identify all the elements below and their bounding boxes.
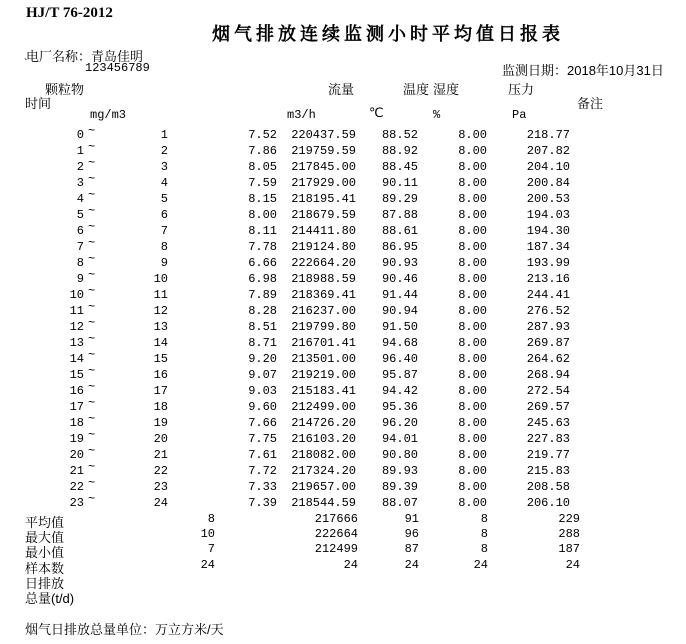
flow-cell: 219124.80	[291, 240, 356, 254]
hour-end-cell: 15	[153, 352, 168, 366]
hour-end-cell: 23	[153, 480, 168, 494]
pm-cell: 7.86	[248, 144, 277, 158]
humidity-summary-cell: 8	[480, 512, 488, 526]
pressure-summary-cell: 187	[558, 542, 580, 556]
tilde-separator: ~	[88, 252, 96, 266]
hour-end-cell: 21	[153, 448, 168, 462]
tilde-separator: ~	[88, 444, 96, 458]
temp-cell: 89.39	[381, 480, 418, 494]
tilde-separator: ~	[88, 396, 96, 410]
pressure-cell: 213.16	[526, 272, 570, 286]
summary-row	[0, 527, 686, 543]
humidity-cell: 8.00	[458, 368, 487, 382]
hour-end-cell: 3	[160, 160, 168, 174]
tilde-separator: ~	[88, 220, 96, 234]
temp-cell: 87.88	[381, 208, 418, 222]
hour-end-cell: 18	[153, 400, 168, 414]
table-row	[0, 316, 686, 336]
hour-start-cell: 10	[69, 288, 84, 302]
hour-start-cell: 14	[69, 352, 84, 366]
column-header-flow: 流量	[328, 82, 355, 97]
tilde-separator: ~	[88, 204, 96, 218]
humidity-cell: 8.00	[458, 336, 487, 350]
flow-cell: 219799.80	[291, 320, 356, 334]
table-row	[0, 124, 686, 144]
flow-cell: 212499.00	[291, 400, 356, 414]
unit-pm: mg/m3	[90, 108, 127, 122]
table-row	[0, 220, 686, 240]
pm-cell: 7.75	[248, 432, 277, 446]
humidity-cell: 8.00	[458, 176, 487, 190]
pm-cell: 8.51	[248, 320, 277, 334]
table-row	[0, 284, 686, 304]
hour-start-cell: 2	[76, 160, 84, 174]
pressure-cell: 206.10	[526, 496, 570, 510]
pressure-cell: 219.77	[526, 448, 570, 462]
hour-start-cell: 18	[69, 416, 84, 430]
tilde-separator: ~	[88, 284, 96, 298]
pressure-summary-cell: 229	[558, 512, 580, 526]
summary-row-label: 最小值	[25, 545, 65, 560]
pm-cell: 7.89	[248, 288, 277, 302]
page-title: 烟气排放连续监测小时平均值日报表	[212, 24, 564, 44]
tilde-separator: ~	[88, 300, 96, 314]
hour-start-cell: 20	[69, 448, 84, 462]
flow-cell: 217845.00	[291, 160, 356, 174]
humidity-cell: 8.00	[458, 416, 487, 430]
hour-start-cell: 16	[69, 384, 84, 398]
pm-cell: 7.39	[248, 496, 277, 510]
temp-cell: 88.52	[381, 128, 418, 142]
flow-cell: 215183.41	[291, 384, 356, 398]
temp-summary-cell: 24	[404, 558, 419, 572]
hour-end-cell: 7	[160, 224, 168, 238]
hour-end-cell: 19	[153, 416, 168, 430]
pressure-cell: 200.84	[526, 176, 570, 190]
table-row	[0, 188, 686, 208]
temp-summary-cell: 87	[404, 542, 419, 556]
pm-cell: 7.59	[248, 176, 277, 190]
pressure-summary-cell: 288	[558, 527, 580, 541]
hour-start-cell: 21	[69, 464, 84, 478]
hour-start-cell: 6	[76, 224, 84, 238]
table-row	[0, 380, 686, 400]
pressure-cell: 269.57	[526, 400, 570, 414]
temp-cell: 94.68	[381, 336, 418, 350]
humidity-cell: 8.00	[458, 288, 487, 302]
table-row	[0, 476, 686, 496]
hour-start-cell: 5	[76, 208, 84, 222]
flow-cell: 214726.20	[291, 416, 356, 430]
pressure-cell: 187.34	[526, 240, 570, 254]
pressure-cell: 218.77	[526, 128, 570, 142]
humidity-cell: 8.00	[458, 272, 487, 286]
pm-cell: 9.20	[248, 352, 277, 366]
tilde-separator: ~	[88, 140, 96, 154]
flow-cell: 218369.41	[291, 288, 356, 302]
humidity-cell: 8.00	[458, 432, 487, 446]
pressure-summary-cell: 24	[565, 558, 580, 572]
column-header-pm: 颗粒物	[45, 82, 85, 97]
humidity-cell: 8.00	[458, 448, 487, 462]
pressure-cell: 215.83	[526, 464, 570, 478]
hour-start-cell: 3	[76, 176, 84, 190]
hour-start-cell: 12	[69, 320, 84, 334]
hour-end-cell: 11	[153, 288, 168, 302]
flow-cell: 216237.00	[291, 304, 356, 318]
summary-row-label: 样本数	[25, 561, 65, 576]
pressure-cell: 276.52	[526, 304, 570, 318]
flow-cell: 220437.59	[291, 128, 356, 142]
tilde-separator: ~	[88, 236, 96, 250]
pm-cell: 8.05	[248, 160, 277, 174]
pm-cell: 7.72	[248, 464, 277, 478]
table-row	[0, 172, 686, 192]
unit-flow: m3/h	[287, 108, 316, 122]
humidity-cell: 8.00	[458, 128, 487, 142]
flow-summary-cell: 24	[343, 558, 358, 572]
pm-cell: 9.60	[248, 400, 277, 414]
table-row	[0, 252, 686, 272]
flow-cell: 219759.59	[291, 144, 356, 158]
summary-row	[0, 558, 686, 574]
table-row	[0, 364, 686, 384]
hour-end-cell: 6	[160, 208, 168, 222]
hour-end-cell: 16	[153, 368, 168, 382]
temp-summary-cell: 91	[404, 512, 419, 526]
flow-cell: 218082.00	[291, 448, 356, 462]
pm-cell: 8.28	[248, 304, 277, 318]
unit-humidity: %	[433, 108, 441, 122]
monitor-date-line	[502, 60, 664, 79]
table-row	[0, 412, 686, 432]
pressure-cell: 207.82	[526, 144, 570, 158]
hour-start-cell: 15	[69, 368, 84, 382]
hour-end-cell: 4	[160, 176, 168, 190]
pressure-cell: 208.58	[526, 480, 570, 494]
table-row	[0, 444, 686, 464]
column-header-time: 时间	[25, 96, 52, 111]
pm-summary-cell: 7	[207, 542, 215, 556]
plant-name-value: 青岛佳明	[91, 49, 144, 64]
table-row	[0, 204, 686, 224]
pm-cell: 8.15	[248, 192, 277, 206]
humidity-cell: 8.00	[458, 384, 487, 398]
hour-end-cell: 12	[153, 304, 168, 318]
hour-end-cell: 5	[160, 192, 168, 206]
hour-end-cell: 17	[153, 384, 168, 398]
table-row	[0, 140, 686, 160]
pm-cell: 6.98	[248, 272, 277, 286]
temp-cell: 96.20	[381, 416, 418, 430]
table-row	[0, 460, 686, 480]
humidity-cell: 8.00	[458, 464, 487, 478]
pm-summary-cell: 10	[200, 527, 215, 541]
temp-cell: 90.46	[381, 272, 418, 286]
flow-cell: 219657.00	[291, 480, 356, 494]
daily-emission-label-line1: 日排放	[25, 576, 65, 591]
humidity-summary-cell: 8	[480, 527, 488, 541]
tilde-separator: ~	[88, 428, 96, 442]
humidity-cell: 8.00	[458, 352, 487, 366]
pressure-cell: 268.94	[526, 368, 570, 382]
tilde-separator: ~	[88, 188, 96, 202]
table-row	[0, 332, 686, 352]
humidity-cell: 8.00	[458, 496, 487, 510]
monitor-date-label: 监测日期：	[502, 63, 568, 78]
pressure-cell: 200.53	[526, 192, 570, 206]
temp-cell: 88.07	[381, 496, 418, 510]
hour-start-cell: 1	[76, 144, 84, 158]
pm-cell: 6.66	[248, 256, 277, 270]
humidity-summary-cell: 24	[473, 558, 488, 572]
hour-end-cell: 9	[160, 256, 168, 270]
humidity-cell: 8.00	[458, 192, 487, 206]
tilde-separator: ~	[88, 268, 96, 282]
flow-cell: 214411.80	[291, 224, 356, 238]
hour-start-cell: 23	[69, 496, 84, 510]
hour-end-cell: 20	[153, 432, 168, 446]
flow-cell: 216701.41	[291, 336, 356, 350]
temp-cell: 86.95	[381, 240, 418, 254]
pm-cell: 7.66	[248, 416, 277, 430]
temp-cell: 95.87	[381, 368, 418, 382]
plant-name-label: 电厂名称：	[26, 49, 92, 64]
hour-end-cell: 14	[153, 336, 168, 350]
pressure-cell: 269.87	[526, 336, 570, 350]
flow-cell: 218988.59	[291, 272, 356, 286]
unit-temp: ℃	[369, 105, 384, 120]
tilde-separator: ~	[88, 332, 96, 346]
pm-cell: 7.61	[248, 448, 277, 462]
tilde-separator: ~	[88, 380, 96, 394]
hour-start-cell: 9	[76, 272, 84, 286]
pressure-cell: 227.83	[526, 432, 570, 446]
pressure-cell: 245.63	[526, 416, 570, 430]
hour-start-cell: 4	[76, 192, 84, 206]
summary-row-label: 平均值	[25, 515, 65, 530]
temp-cell: 89.29	[381, 192, 418, 206]
pm-cell: 8.71	[248, 336, 277, 350]
hour-end-cell: 1	[160, 128, 168, 142]
temp-cell: 90.94	[381, 304, 418, 318]
flow-cell: 218195.41	[291, 192, 356, 206]
humidity-cell: 8.00	[458, 160, 487, 174]
temp-cell: 88.92	[381, 144, 418, 158]
humidity-cell: 8.00	[458, 224, 487, 238]
temp-cell: 90.80	[381, 448, 418, 462]
summary-row	[0, 542, 686, 558]
tilde-separator: ~	[88, 476, 96, 490]
flow-cell: 213501.00	[291, 352, 356, 366]
temp-cell: 94.01	[381, 432, 418, 446]
table-row	[0, 428, 686, 448]
pressure-cell: 194.03	[526, 208, 570, 222]
temp-cell: 91.44	[381, 288, 418, 302]
hour-start-cell: 8	[76, 256, 84, 270]
column-header-remark: 备注	[577, 96, 604, 111]
flow-cell: 222664.20	[291, 256, 356, 270]
tilde-separator: ~	[88, 124, 96, 138]
table-row	[0, 492, 686, 512]
pm-cell: 8.11	[248, 224, 277, 238]
tilde-separator: ~	[88, 172, 96, 186]
pm-cell: 9.07	[248, 368, 277, 382]
summary-row	[0, 512, 686, 528]
pressure-cell: 287.93	[526, 320, 570, 334]
plant-code: 123456789	[85, 61, 150, 75]
hour-start-cell: 0	[76, 128, 84, 142]
humidity-cell: 8.00	[458, 400, 487, 414]
unit-pressure: Pa	[512, 108, 527, 122]
pm-cell: 7.52	[248, 128, 277, 142]
flow-summary-cell: 212499	[314, 542, 358, 556]
temp-cell: 95.36	[381, 400, 418, 414]
pm-cell: 7.78	[248, 240, 277, 254]
pm-cell: 7.33	[248, 480, 277, 494]
tilde-separator: ~	[88, 492, 96, 506]
standard-code: HJ/T 76-2012	[26, 5, 113, 21]
temp-cell: 89.93	[381, 464, 418, 478]
flow-cell: 219219.00	[291, 368, 356, 382]
tilde-separator: ~	[88, 460, 96, 474]
humidity-cell: 8.00	[458, 320, 487, 334]
table-row	[0, 396, 686, 416]
temp-cell: 88.61	[381, 224, 418, 238]
pressure-cell: 194.30	[526, 224, 570, 238]
flow-summary-cell: 217666	[314, 512, 358, 526]
hour-end-cell: 8	[160, 240, 168, 254]
flow-cell: 218544.59	[291, 496, 356, 510]
tilde-separator: ~	[88, 156, 96, 170]
hour-end-cell: 13	[153, 320, 168, 334]
temp-cell: 90.11	[381, 176, 418, 190]
pm-summary-cell: 24	[200, 558, 215, 572]
footer-unit-note: 烟气日排放总量单位：万立方米/天	[25, 622, 224, 637]
pressure-cell: 193.99	[526, 256, 570, 270]
humidity-cell: 8.00	[458, 304, 487, 318]
pm-cell: 8.00	[248, 208, 277, 222]
humidity-cell: 8.00	[458, 208, 487, 222]
humidity-cell: 8.00	[458, 480, 487, 494]
monitor-date-value: 2018年10月31日	[567, 63, 664, 78]
hour-start-cell: 7	[76, 240, 84, 254]
pressure-cell: 244.41	[526, 288, 570, 302]
flow-cell: 218679.59	[291, 208, 356, 222]
temp-cell: 88.45	[381, 160, 418, 174]
table-row	[0, 268, 686, 288]
tilde-separator: ~	[88, 348, 96, 362]
hour-end-cell: 24	[153, 496, 168, 510]
daily-emission-label-line2: 总量(t/d)	[25, 591, 75, 606]
hour-end-cell: 10	[153, 272, 168, 286]
column-header-pressure: 压力	[508, 82, 535, 97]
pressure-cell: 204.10	[526, 160, 570, 174]
stray-mark: `	[22, 57, 30, 71]
hour-start-cell: 17	[69, 400, 84, 414]
pressure-cell: 264.62	[526, 352, 570, 366]
flow-cell: 216103.20	[291, 432, 356, 446]
humidity-cell: 8.00	[458, 144, 487, 158]
temp-cell: 91.50	[381, 320, 418, 334]
tilde-separator: ~	[88, 364, 96, 378]
table-row	[0, 300, 686, 320]
flow-cell: 217324.20	[291, 464, 356, 478]
column-header-humidity: 湿度	[433, 82, 460, 97]
tilde-separator: ~	[88, 412, 96, 426]
hour-start-cell: 19	[69, 432, 84, 446]
tilde-separator: ~	[88, 316, 96, 330]
pm-cell: 9.03	[248, 384, 277, 398]
pm-summary-cell: 8	[207, 512, 215, 526]
temp-cell: 90.93	[381, 256, 418, 270]
hour-end-cell: 22	[153, 464, 168, 478]
table-row	[0, 156, 686, 176]
pressure-cell: 272.54	[526, 384, 570, 398]
hour-start-cell: 11	[69, 304, 84, 318]
humidity-summary-cell: 8	[480, 542, 488, 556]
temp-summary-cell: 96	[404, 527, 419, 541]
table-row	[0, 348, 686, 368]
humidity-cell: 8.00	[458, 240, 487, 254]
flow-cell: 217929.00	[291, 176, 356, 190]
table-row	[0, 236, 686, 256]
humidity-cell: 8.00	[458, 256, 487, 270]
hour-start-cell: 13	[69, 336, 84, 350]
summary-row-label: 最大值	[25, 530, 65, 545]
hour-end-cell: 2	[160, 144, 168, 158]
flow-summary-cell: 222664	[314, 527, 358, 541]
temp-cell: 94.42	[381, 384, 418, 398]
temp-cell: 96.40	[381, 352, 418, 366]
hour-start-cell: 22	[69, 480, 84, 494]
column-header-temp: 温度	[403, 82, 430, 97]
